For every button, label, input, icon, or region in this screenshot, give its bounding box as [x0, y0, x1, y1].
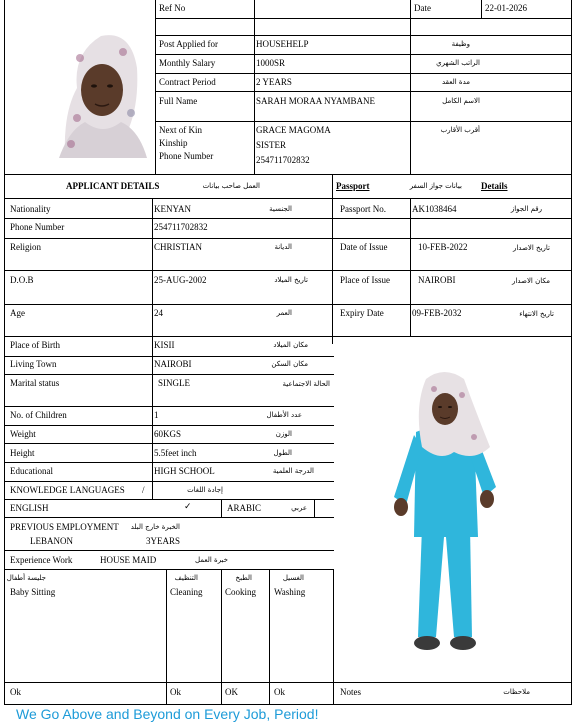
prev-employment-label: PREVIOUS EMPLOYMENT: [10, 522, 119, 532]
kin-label: Next of Kin: [159, 125, 202, 135]
languages-ar: إجادة اللغات: [187, 486, 223, 494]
experience-value: HOUSE MAID: [100, 555, 157, 565]
languages-slash: /: [142, 485, 145, 495]
cleaning-result: Ok: [170, 687, 181, 697]
expiry-value: 09-FEB-2032: [412, 308, 462, 318]
passport-ar: بيانات جواز السفر: [409, 182, 462, 190]
salary-ar: الراتب الشهري: [436, 59, 480, 67]
arabic-ar: عربي: [291, 504, 307, 512]
weight-label: Weight: [10, 429, 36, 439]
post-value: HOUSEHELP: [256, 39, 309, 49]
date-value: 22-01-2026: [485, 3, 527, 13]
phone-label: Phone Number: [10, 222, 65, 232]
kin-ar: أقرب الأقارب: [440, 126, 480, 134]
phone-value: 254711702832: [154, 222, 208, 232]
height-ar: الطول: [273, 449, 292, 457]
washing-result: Ok: [274, 687, 285, 697]
education-ar: الدرجة العلمية: [272, 467, 314, 475]
nationality-ar: الجنسية: [269, 205, 292, 213]
kin-name: GRACE MAGOMA: [256, 125, 331, 135]
salary-value: 1000SR: [256, 58, 286, 68]
contract-value: 2 YEARS: [256, 77, 292, 87]
babysitting-ar: جليسة أطفال: [6, 574, 46, 582]
fullname-ar: الاسم الكامل: [442, 97, 480, 105]
post-label: Post Applied for: [159, 39, 219, 49]
dob-label: D.O.B: [10, 275, 34, 285]
babysitting-result: Ok: [10, 687, 21, 697]
nationality-label: Nationality: [10, 204, 51, 214]
washing-ar: الغسيل: [282, 574, 304, 582]
prev-country: LEBANON: [30, 536, 73, 546]
company-tagline: We Go Above and Beyond on Every Job, Period!: [16, 706, 319, 722]
pob-ar: مكان الميلاد: [273, 341, 308, 349]
town-value: NAIROBI: [154, 359, 192, 369]
issue-place-value: NAIROBI: [418, 275, 456, 285]
notes-label: Notes: [340, 687, 361, 697]
children-value: 1: [154, 410, 159, 420]
experience-ar: خبرة العمل: [195, 556, 228, 564]
expiry-ar: تاريخ الانتهاء: [519, 310, 554, 318]
expiry-label: Expiry Date: [340, 308, 384, 318]
kinship-label: Kinship: [159, 138, 188, 148]
cooking-label: Cooking: [225, 587, 257, 597]
applicant-details-ar: العمل صاحب بيانات: [202, 182, 260, 190]
passport-details-title: Details: [481, 181, 508, 191]
children-ar: عدد الأطفال: [266, 411, 302, 419]
experience-label: Experience Work: [10, 555, 73, 565]
ref-no-label: Ref No: [159, 3, 186, 13]
dob-ar: تاريخ الميلاد: [274, 276, 308, 284]
marital-ar: الحالة الاجتماعية: [282, 380, 330, 388]
prev-employment-ar: الخبرة خارج البلد: [130, 523, 180, 531]
religion-value: CHRISTIAN: [154, 242, 203, 252]
issue-place-ar: مكان الاصدار: [512, 277, 550, 285]
marital-value: SINGLE: [158, 378, 190, 388]
education-value: HIGH SCHOOL: [154, 466, 215, 476]
prev-years: 3YEARS: [146, 536, 181, 546]
issue-date-value: 10-FEB-2022: [418, 242, 468, 252]
pob-value: KISII: [154, 340, 175, 350]
pob-label: Place of Birth: [10, 340, 60, 350]
education-label: Educational: [10, 466, 53, 476]
town-ar: مكان السكن: [271, 360, 308, 368]
contract-label: Contract Period: [159, 77, 216, 87]
issue-date-label: Date of Issue: [340, 242, 388, 252]
cleaning-ar: التنظيف: [174, 574, 198, 582]
religion-ar: الديانة: [274, 243, 292, 251]
age-ar: العمر: [276, 309, 292, 317]
post-ar: وظيفة: [451, 40, 470, 48]
religion-label: Religion: [10, 242, 41, 252]
languages-label: KNOWLEDGE LANGUAGES: [10, 485, 125, 495]
passport-no-ar: رقم الجواز: [510, 205, 542, 213]
salary-label: Monthly Salary: [159, 58, 216, 68]
cooking-ar: الطبخ: [235, 574, 252, 582]
passport-no-value: AK1038464: [412, 204, 457, 214]
fullname-value: SARAH MORAA NYAMBANE: [256, 96, 376, 106]
kin-relation: SISTER: [256, 140, 287, 150]
weight-ar: الوزن: [275, 430, 292, 438]
applicant-full-body-photo: [334, 337, 571, 682]
marital-label: Marital status: [10, 378, 60, 388]
english-label: ENGLISH: [10, 503, 49, 513]
nationality-value: KENYAN: [154, 204, 191, 214]
date-label: Date: [414, 3, 431, 13]
fullname-label: Full Name: [159, 96, 198, 106]
cleaning-label: Cleaning: [170, 587, 203, 597]
weight-value: 60KGS: [154, 429, 182, 439]
babysitting-label: Baby Sitting: [10, 587, 56, 597]
kin-phone-label: Phone Number: [159, 151, 214, 161]
issue-date-ar: تاريخ الاصدار: [512, 244, 550, 252]
height-label: Height: [10, 448, 35, 458]
passport-no-label: Passport No.: [340, 204, 387, 214]
height-value: 5.5feet inch: [154, 448, 197, 458]
passport-title: Passport: [336, 181, 370, 191]
english-check-icon: ✓: [184, 502, 192, 512]
notes-ar: ملاحظات: [503, 688, 530, 696]
contract-ar: مدة العقد: [442, 78, 470, 86]
age-value: 24: [154, 308, 163, 318]
applicant-portrait-photo: [55, 18, 150, 158]
cooking-result: OK: [225, 687, 238, 697]
town-label: Living Town: [10, 359, 57, 369]
children-label: No. of Children: [10, 410, 67, 420]
arabic-label: ARABIC: [227, 503, 262, 513]
kin-phone: 254711702832: [256, 155, 310, 165]
dob-value: 25-AUG-2002: [154, 275, 207, 285]
applicant-details-title: APPLICANT DETAILS: [66, 181, 160, 191]
washing-label: Washing: [274, 587, 306, 597]
age-label: Age: [10, 308, 25, 318]
issue-place-label: Place of Issue: [340, 275, 390, 285]
